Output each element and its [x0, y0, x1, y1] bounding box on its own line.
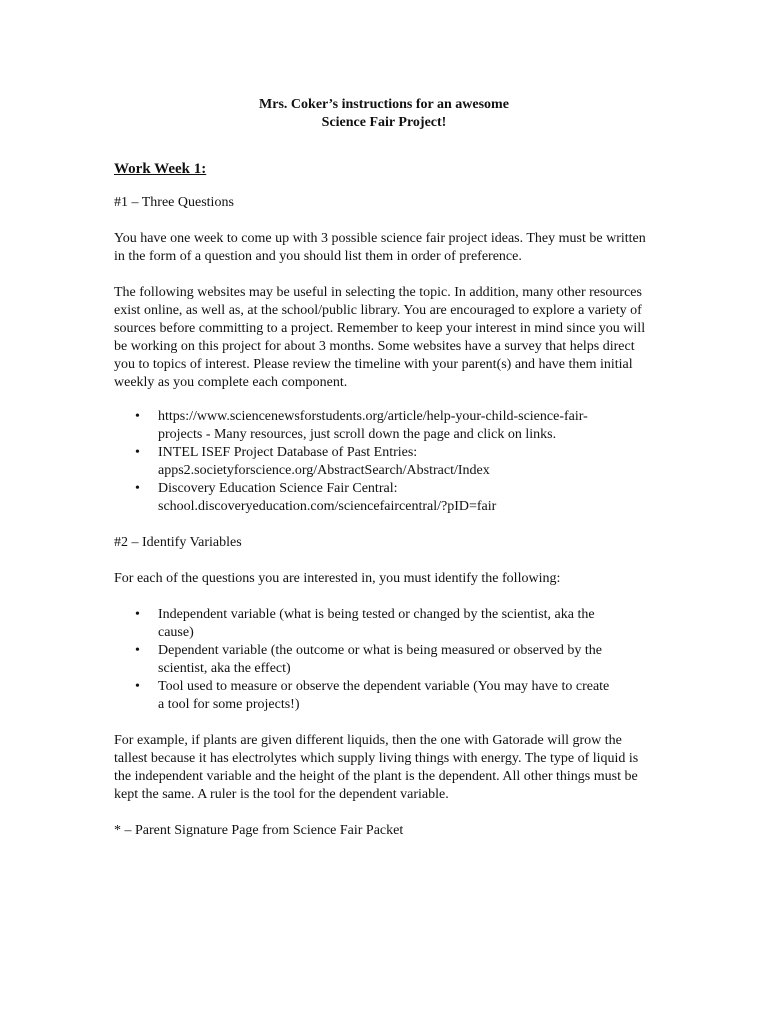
variables-list: [114, 606, 654, 714]
bullet-icon: •: [135, 643, 140, 658]
work-week-heading: Work Week 1:: [114, 161, 207, 177]
bullet-icon: •: [135, 679, 140, 694]
list-item: [135, 408, 654, 444]
list-item: [135, 642, 654, 678]
document-page: [114, 96, 654, 840]
bullet-icon: •: [135, 409, 140, 424]
section-2-heading: #2 – Identify Variables: [114, 535, 242, 550]
variable-item-1-line-1: Independent variable (what is being tested or changed by the scientist, aka the: [158, 607, 595, 622]
resource-link-1-line-1: https://www.sciencenewsforstudents.org/article/help-your-child-science-fair-: [158, 409, 588, 424]
section-1-heading: #1 – Three Questions: [114, 195, 234, 210]
variable-item-2-line-2: scientist, aka the effect): [158, 661, 291, 676]
resource-link-2-line-1: INTEL ISEF Project Database of Past Entries:: [158, 445, 418, 460]
resource-link-1-line-2: projects - Many resources, just scroll down the page and click on links.: [158, 427, 557, 442]
resource-links-list: [114, 408, 654, 516]
title-line-1: Mrs. Coker’s instructions for an awesome: [259, 97, 509, 112]
section-1-paragraph-1: You have one week to come up with 3 possible science fair project ideas. They must be written in the form of a question and you should list them in order of preference.: [114, 231, 646, 264]
resource-link-3-line-1: Discovery Education Science Fair Central:: [158, 481, 398, 496]
title-line-2: Science Fair Project!: [321, 115, 447, 130]
list-item: [135, 444, 654, 480]
resource-link-2-line-2: apps2.societyforscience.org/AbstractSearch/Abstract/Index: [158, 463, 490, 478]
list-item: [135, 480, 654, 516]
resource-link-3-line-2: school.discoveryeducation.com/sciencefaircentral/?pID=fair: [158, 499, 497, 514]
parent-signature-note: * – Parent Signature Page from Science Fair Packet: [114, 823, 404, 838]
section-2-intro: For each of the questions you are interested in, you must identify the following:: [114, 571, 561, 586]
bullet-icon: •: [135, 607, 140, 622]
section-1-paragraph-2: The following websites may be useful in selecting the topic. In addition, many other resources exist online, as well as, at the school/public library. You are encouraged to explore a variety of sources before committing to a project. Remember to keep your interest in mind since you will be working on this project for about 3 months. Some websites have a survey that helps direct you to topics of interest. Please review the timeline with your parent(s) and have them initial weekly as you complete each component.: [114, 285, 646, 390]
variable-item-1-line-2: cause): [158, 625, 194, 640]
variable-item-3-line-2: a tool for some projects!): [158, 697, 300, 712]
list-item: [135, 606, 654, 642]
document-title: [114, 96, 654, 132]
list-item: [135, 678, 654, 714]
example-paragraph: For example, if plants are given different liquids, then the one with Gatorade will grow the tallest because it has electrolytes which supply living things with energy. The type of liquid is the independent variable and the height of the plant is the dependent. All other things must be kept the same. A ruler is the tool for the dependent variable.: [114, 733, 639, 802]
variable-item-2-line-1: Dependent variable (the outcome or what is being measured or observed by the: [158, 643, 602, 658]
bullet-icon: •: [135, 481, 140, 496]
variable-item-3-line-1: Tool used to measure or observe the dependent variable (You may have to create: [158, 679, 610, 694]
bullet-icon: •: [135, 445, 140, 460]
